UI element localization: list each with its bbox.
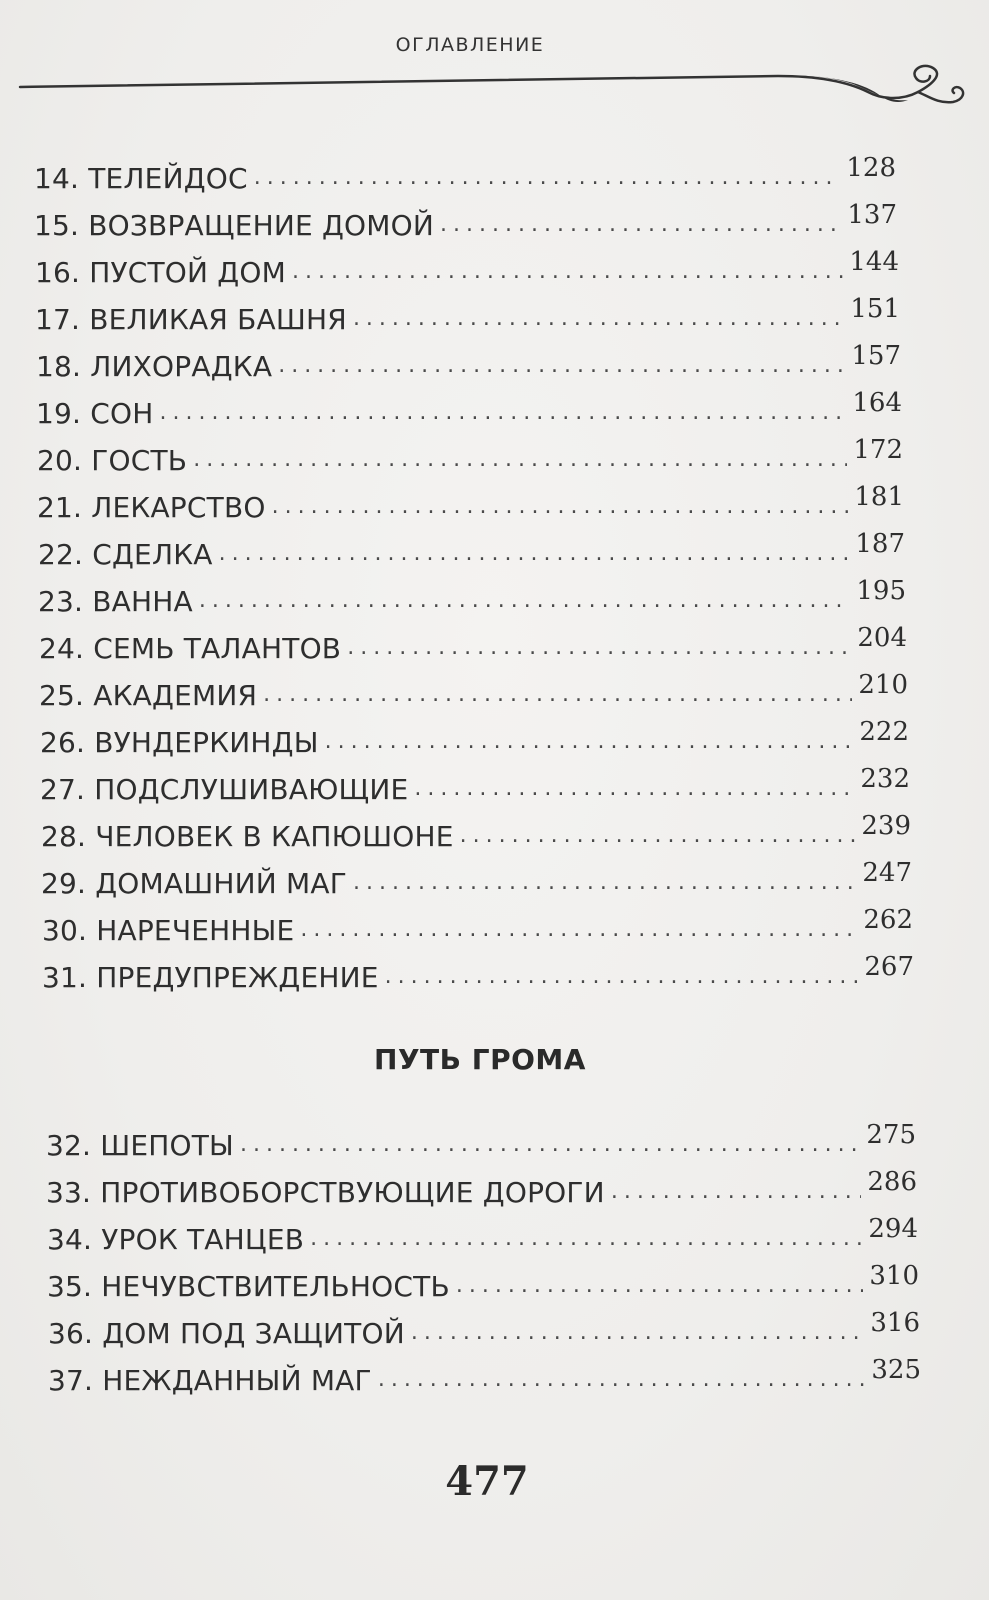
toc-entry-page: 325	[871, 1355, 921, 1385]
dot-leader	[414, 778, 854, 800]
dot-leader	[240, 1134, 860, 1156]
toc-entry-title: 19. СОН	[36, 397, 154, 430]
dot-leader	[254, 167, 841, 189]
dot-leader	[611, 1181, 862, 1203]
dot-leader	[278, 355, 845, 377]
toc-entry[interactable]	[38, 576, 906, 616]
toc-entry-title: 29. ДОМАШНИЙ МАГ	[41, 867, 348, 900]
running-head: ОГЛАВЛЕНИЕ	[395, 34, 545, 56]
toc-entry[interactable]	[38, 529, 905, 569]
toc-entry-title: 33. ПРОТИВОБОРСТВУЮЩИЕ ДОРОГИ	[46, 1176, 605, 1209]
dot-leader	[193, 449, 847, 471]
toc-entry-page: 128	[846, 153, 896, 183]
dot-leader	[263, 684, 852, 706]
toc-entry-title: 15. ВОЗВРАЩЕНИЕ ДОМОЙ	[34, 209, 435, 242]
toc-entry-title: 37. НЕЖДАННЫЙ МАГ	[48, 1364, 372, 1397]
toc-entry[interactable]	[34, 200, 897, 240]
flourish-divider-icon	[18, 62, 968, 112]
toc-entry-title: 17. ВЕЛИКАЯ БАШНЯ	[35, 303, 347, 336]
toc-entry[interactable]	[48, 1355, 921, 1395]
dot-leader	[292, 261, 843, 283]
dot-leader	[385, 966, 859, 988]
section-heading: ПУТЬ ГРОМА	[374, 1043, 586, 1076]
toc-entry-page: 275	[866, 1120, 916, 1150]
dot-leader	[411, 1322, 865, 1344]
toc-entry[interactable]	[48, 1308, 920, 1348]
dot-leader	[440, 214, 841, 236]
toc-entry-page: 222	[859, 717, 909, 747]
toc-entry[interactable]	[46, 1167, 917, 1207]
dot-leader	[353, 308, 844, 330]
dot-leader	[272, 496, 849, 518]
dot-leader	[219, 543, 850, 565]
toc-entry-title: 25. АКАДЕМИЯ	[39, 679, 258, 712]
toc-entry-title: 32. ШЕПОТЫ	[46, 1129, 234, 1162]
toc-entry-title: 28. ЧЕЛОВЕК В КАПЮШОНЕ	[41, 820, 454, 853]
toc-entry-page: 187	[855, 529, 905, 559]
toc-entry-title: 22. СДЕЛКА	[38, 538, 213, 571]
toc-entry-page: 310	[869, 1261, 919, 1291]
toc-entry-title: 14. ТЕЛЕЙДОС	[34, 162, 248, 195]
toc-entry[interactable]	[47, 1261, 919, 1301]
toc-entry-page: 232	[860, 764, 910, 794]
dot-leader	[456, 1275, 863, 1297]
dot-leader	[159, 402, 846, 424]
toc-entry-page: 195	[856, 576, 906, 606]
dot-leader	[460, 825, 856, 847]
dot-leader	[325, 731, 854, 753]
toc-entry-page: 286	[867, 1167, 917, 1197]
toc-entry-page: 144	[849, 247, 899, 277]
dot-leader	[310, 1228, 862, 1250]
toc-entry-title: 23. ВАННА	[38, 585, 193, 618]
toc-entry-page: 172	[853, 435, 903, 465]
toc-entry-page: 137	[847, 200, 897, 230]
toc-entry[interactable]	[35, 294, 900, 334]
toc-entry[interactable]	[36, 388, 902, 428]
toc-entry-title: 27. ПОДСЛУШИВАЮЩИЕ	[40, 773, 409, 806]
toc-entry-page: 247	[862, 858, 912, 888]
toc-entry[interactable]	[35, 247, 899, 287]
toc-entry-page: 239	[861, 811, 911, 841]
toc-entry-title: 24. СЕМЬ ТАЛАНТОВ	[39, 632, 342, 665]
toc-entry-title: 35. НЕЧУВСТВИТЕЛЬНОСТЬ	[47, 1270, 450, 1303]
toc-entry[interactable]	[47, 1214, 918, 1254]
toc-entry[interactable]	[36, 341, 901, 381]
toc-entry-page: 151	[850, 294, 900, 324]
toc-entry[interactable]	[46, 1120, 916, 1160]
toc-entry-page: 262	[863, 905, 913, 935]
toc-entry[interactable]	[37, 435, 903, 475]
toc-entry-page: 294	[868, 1214, 918, 1244]
toc-entry-title: 16. ПУСТОЙ ДОМ	[35, 256, 286, 289]
dot-leader	[300, 919, 857, 941]
toc-entry-title: 30. НАРЕЧЕННЫЕ	[42, 914, 295, 947]
toc-entry-page: 210	[858, 670, 908, 700]
toc-entry-title: 34. УРОК ТАНЦЕВ	[47, 1223, 305, 1256]
toc-entry[interactable]	[41, 811, 911, 851]
toc-entry[interactable]	[42, 905, 913, 945]
toc-entry[interactable]	[37, 482, 904, 522]
toc-entry[interactable]	[39, 623, 907, 663]
toc-entry[interactable]	[39, 670, 908, 710]
toc-entry[interactable]	[41, 858, 912, 898]
toc-entry-title: 18. ЛИХОРАДКА	[36, 350, 273, 383]
dot-leader	[378, 1369, 866, 1391]
toc-entry-title: 36. ДОМ ПОД ЗАЩИТОЙ	[48, 1317, 405, 1350]
toc-entry-title: 26. ВУНДЕРКИНДЫ	[40, 726, 319, 759]
page-number: 477	[445, 1458, 529, 1505]
dot-leader	[199, 590, 851, 612]
toc-entry-page: 157	[851, 341, 901, 371]
toc-entry-title: 21. ЛЕКАРСТВО	[37, 491, 266, 524]
toc-entry-title: 20. ГОСТЬ	[37, 444, 188, 477]
dot-leader	[347, 637, 851, 659]
toc-entry[interactable]	[40, 764, 910, 804]
toc-entry[interactable]	[40, 717, 909, 757]
toc-entry[interactable]	[34, 153, 896, 193]
toc-entry-page: 316	[870, 1308, 920, 1338]
dot-leader	[353, 872, 856, 894]
toc-entry-page: 267	[864, 952, 914, 982]
toc-entry-page: 181	[854, 482, 904, 512]
toc-entry-page: 164	[852, 388, 902, 418]
toc-entry[interactable]	[42, 952, 914, 992]
toc-entry-title: 31. ПРЕДУПРЕЖДЕНИЕ	[42, 961, 379, 994]
toc-entry-page: 204	[857, 623, 907, 653]
